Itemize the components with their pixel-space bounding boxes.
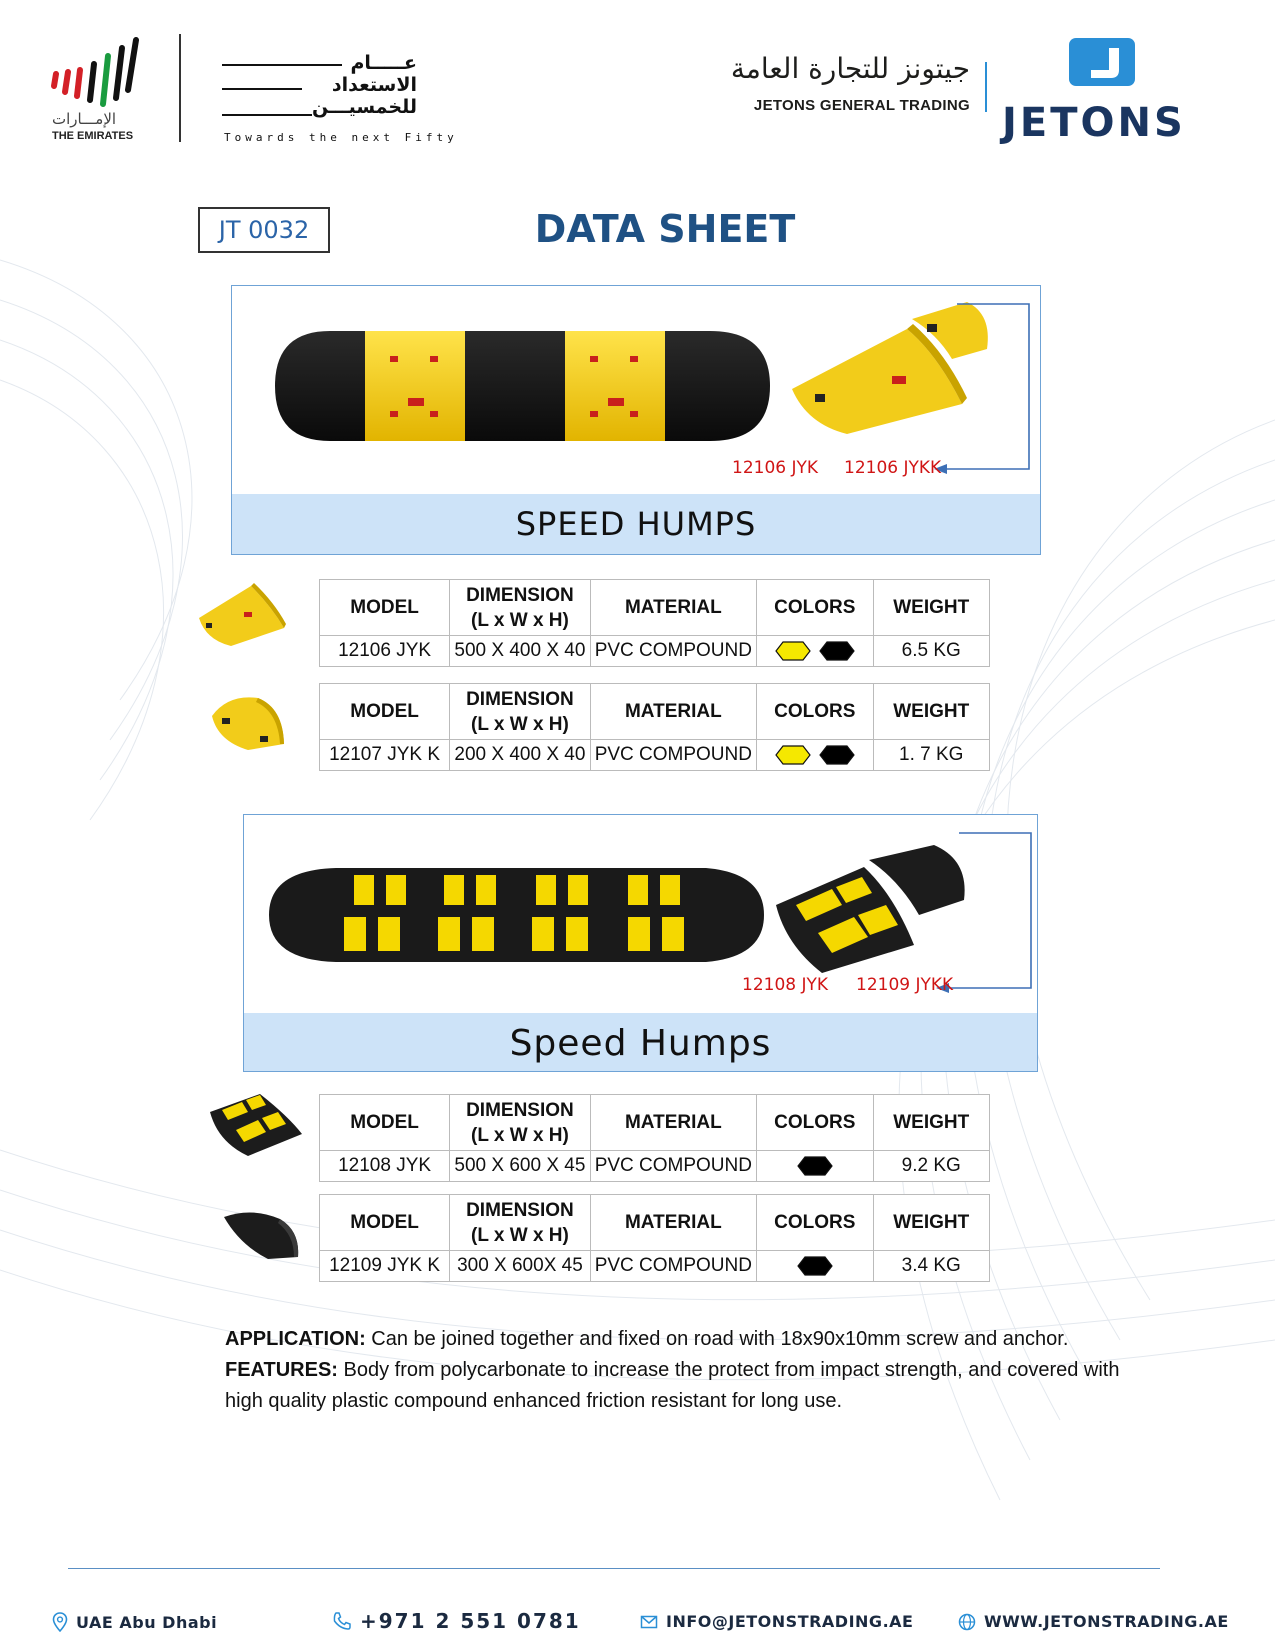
header-model: MODEL <box>320 1195 450 1251</box>
reference-label-b: 12106 JYKK <box>844 458 942 478</box>
header-colors: COLORS <box>756 684 873 740</box>
header-dimension-label: DIMENSION <box>466 688 574 710</box>
cell-model: 12106 JYK <box>320 636 450 667</box>
reference-label-b: 12109 JYKK <box>856 975 954 995</box>
spec-table-12106 <box>319 579 990 667</box>
fifty-arabic-line-2: الاستعداد <box>331 74 417 96</box>
cell-weight: 9.2 KG <box>873 1151 990 1182</box>
product-panel-black <box>243 814 1038 1072</box>
jetons-logo-icon <box>1069 38 1135 86</box>
hump-thumb-12106 <box>196 578 288 648</box>
reference-label-a: 12108 JYK <box>742 975 829 995</box>
header-model: MODEL <box>320 580 450 636</box>
cell-material: PVC COMPOUND <box>590 1251 756 1282</box>
header-model: MODEL <box>320 684 450 740</box>
fifty-english-tagline: Towards the next Fifty <box>224 131 458 144</box>
cell-dimension: 200 X 400 X 40 <box>450 740 591 771</box>
globe-icon <box>958 1613 976 1631</box>
header-dimension-label: DIMENSION <box>466 584 574 606</box>
panel-title-band: Speed Humps <box>244 1013 1037 1071</box>
features-paragraph <box>225 1355 1125 1417</box>
cell-colors <box>756 1251 873 1282</box>
header-material: MATERIAL <box>590 1195 756 1251</box>
header-weight: WEIGHT <box>873 580 990 636</box>
header-colors: COLORS <box>756 1095 873 1151</box>
footer-phone <box>332 1609 581 1633</box>
cell-dimension: 500 X 600 X 45 <box>450 1151 591 1182</box>
footer-website-text[interactable]: WWW.JETONSTRADING.AE <box>984 1612 1229 1631</box>
company-english-name: JETONS GENERAL TRADING <box>753 97 970 114</box>
header-weight: WEIGHT <box>873 1095 990 1151</box>
header-divider <box>179 34 181 142</box>
footer-phone-text[interactable]: +971 2 551 0781 <box>360 1609 581 1633</box>
footer-email-text[interactable]: INFO@JETONSTRADING.AE <box>666 1612 914 1631</box>
header-dimension-unit: (L x W x H) <box>471 713 569 735</box>
email-icon <box>640 1613 658 1631</box>
speed-hump-black-image <box>266 865 766 965</box>
footer-location-text: UAE Abu Dhabi <box>76 1612 218 1632</box>
reference-label-a: 12106 JYK <box>732 458 819 478</box>
fifty-rule-3 <box>222 114 312 116</box>
footer-email <box>640 1612 913 1631</box>
reference-bracket-arrow <box>922 286 1037 476</box>
hump-thumb-12108 <box>208 1090 304 1160</box>
spec-table-12107 <box>319 683 990 771</box>
color-swatch-yellow <box>775 745 811 765</box>
uae-english-text: THE EMIRATES <box>52 130 134 142</box>
fifty-arabic-line-3: للخمسيـــن <box>312 96 417 118</box>
header-weight: WEIGHT <box>873 1195 990 1251</box>
header-material: MATERIAL <box>590 684 756 740</box>
header-dimension-label: DIMENSION <box>466 1099 574 1121</box>
cell-dimension: 300 X 600X 45 <box>450 1251 591 1282</box>
header-model: MODEL <box>320 1095 450 1151</box>
color-swatch-black <box>797 1156 833 1176</box>
color-swatch-yellow <box>775 641 811 661</box>
header-dimension-label: DIMENSION <box>466 1199 574 1221</box>
cell-model: 12108 JYK <box>320 1151 450 1182</box>
fifty-rule-2 <box>222 88 302 90</box>
cell-colors <box>756 1151 873 1182</box>
header-dimension <box>450 1095 591 1151</box>
header-material: MATERIAL <box>590 1095 756 1151</box>
footer-website <box>958 1612 1229 1631</box>
cell-material: PVC COMPOUND <box>590 1151 756 1182</box>
spec-table-12108 <box>319 1094 990 1182</box>
header-dimension <box>450 1195 591 1251</box>
header-colors: COLORS <box>756 580 873 636</box>
hump-thumb-12109 <box>222 1205 302 1261</box>
features-text: Body from polycarbonate to increase the protect from impact strength, and covered with high quality plastic compound enhanced friction resistant for long use. <box>225 1359 1120 1412</box>
cell-colors <box>756 636 873 667</box>
header-material: MATERIAL <box>590 580 756 636</box>
cell-material: PVC COMPOUND <box>590 740 756 771</box>
header-dimension-unit: (L x W x H) <box>471 609 569 631</box>
fifty-rule-1 <box>222 64 342 66</box>
header-dimension-unit: (L x W x H) <box>471 1124 569 1146</box>
features-label: FEATURES: <box>225 1359 338 1381</box>
header-dimension <box>450 684 591 740</box>
spec-table-12109 <box>319 1194 990 1282</box>
cell-weight: 3.4 KG <box>873 1251 990 1282</box>
cell-colors <box>756 740 873 771</box>
document-code: JT 0032 <box>198 207 330 253</box>
uae-arabic-text: الإمـــارات <box>52 110 117 128</box>
footer-divider <box>68 1568 1160 1569</box>
cell-model: 12109 JYK K <box>320 1251 450 1282</box>
page-title: DATA SHEET <box>534 207 796 251</box>
panel-title-band: SPEED HUMPS <box>232 494 1040 554</box>
header-dimension-unit: (L x W x H) <box>471 1224 569 1246</box>
location-pin-icon <box>52 1612 68 1632</box>
color-swatch-black <box>819 745 855 765</box>
fifty-arabic-line-1: عـــــام <box>350 52 417 74</box>
year-of-fifty-logo <box>222 52 417 122</box>
application-paragraph <box>225 1324 1125 1355</box>
phone-icon <box>332 1611 352 1631</box>
color-swatch-black <box>819 641 855 661</box>
company-divider <box>985 62 987 112</box>
reference-bracket-arrow <box>919 815 1039 995</box>
header-weight: WEIGHT <box>873 684 990 740</box>
company-arabic-name: جيتونز للتجارة العامة <box>730 52 970 85</box>
hump-thumb-12107 <box>208 686 288 752</box>
product-panel-yellow <box>231 285 1041 555</box>
cell-weight: 6.5 KG <box>873 636 990 667</box>
color-swatch-black <box>797 1256 833 1276</box>
application-text: Can be joined together and fixed on road with 18x90x10mm screw and anchor. <box>365 1328 1069 1350</box>
cell-material: PVC COMPOUND <box>590 636 756 667</box>
cell-weight: 1. 7 KG <box>873 740 990 771</box>
cell-dimension: 500 X 400 X 40 <box>450 636 591 667</box>
header-colors: COLORS <box>756 1195 873 1251</box>
header-dimension <box>450 580 591 636</box>
jetons-wordmark: JETONS <box>1002 100 1186 146</box>
cell-model: 12107 JYK K <box>320 740 450 771</box>
speed-hump-yellow-image <box>270 326 775 446</box>
footer-location <box>52 1612 217 1632</box>
application-label: APPLICATION: <box>225 1328 366 1350</box>
